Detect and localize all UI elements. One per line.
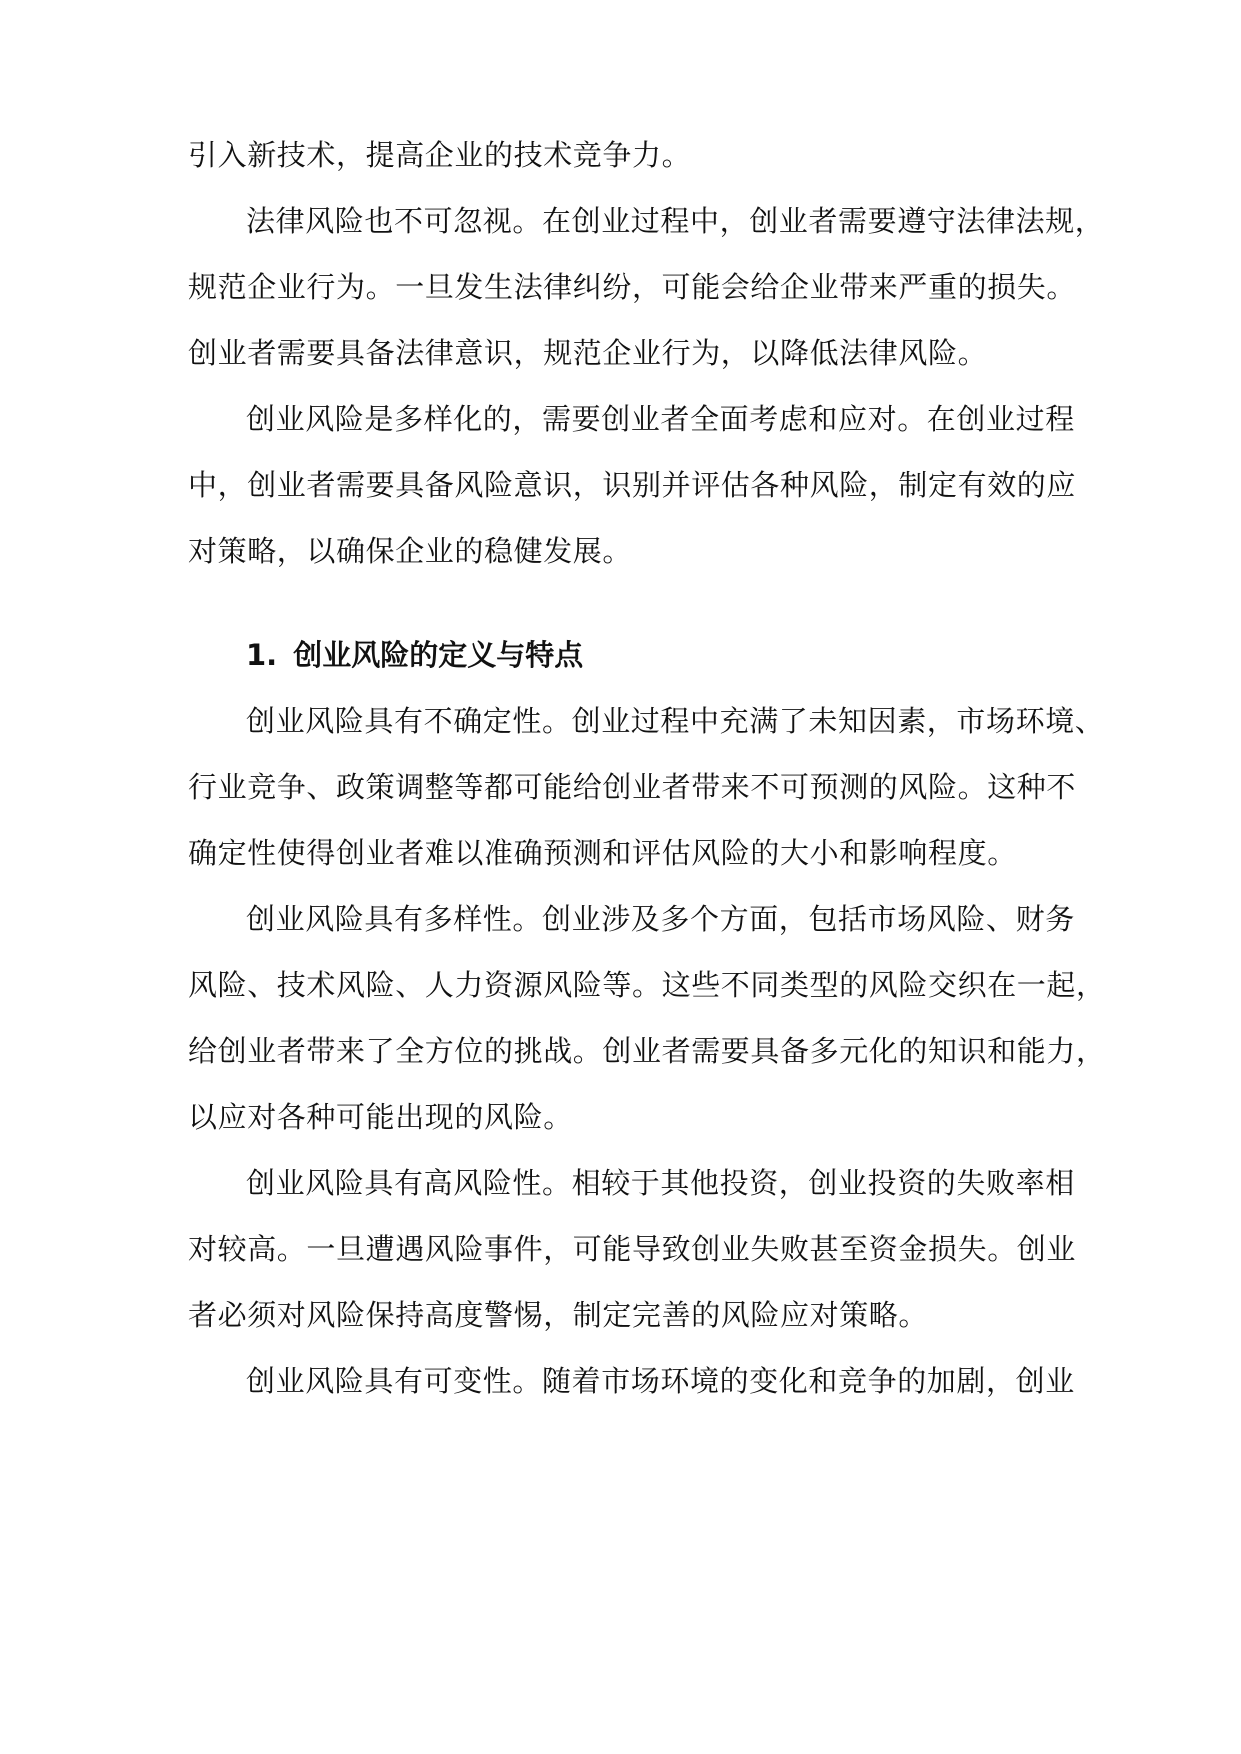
- paragraph-1-line-1: 引入新技术，提高企业的技术竞争力。: [188, 138, 692, 172]
- paragraph-5-line-1: 创业风险具有多样性。创业涉及多个方面，包括市场风险、财务: [246, 902, 1075, 936]
- paragraph-4-line-1: 创业风险具有不确定性。创业过程中充满了未知因素，市场环境、: [246, 704, 1105, 738]
- paragraph-3-line-1: 创业风险是多样化的，需要创业者全面考虑和应对。在创业过程: [246, 402, 1075, 436]
- paragraph-2-line-1: 法律风险也不可忽视。在创业过程中，创业者需要遵守法律法规，: [246, 204, 1105, 238]
- paragraph-3-line-2: 中，创业者需要具备风险意识，识别并评估各种风险，制定有效的应: [188, 468, 1077, 502]
- section-heading-number: 1.: [246, 638, 278, 672]
- paragraph-5-line-4: 以应对各种可能出现的风险。: [188, 1100, 573, 1134]
- section-heading-title: 创业风险的定义与特点: [293, 638, 584, 672]
- paragraph-5-line-2: 风险、技术风险、人力资源风险等。这些不同类型的风险交织在一起，: [188, 968, 1106, 1002]
- paragraph-5-line-3: 给创业者带来了全方位的挑战。创业者需要具备多元化的知识和能力，: [188, 1034, 1106, 1068]
- section-heading: [246, 637, 583, 673]
- paragraph-4-line-2: 行业竞争、政策调整等都可能给创业者带来不可预测的风险。这种不: [188, 770, 1077, 804]
- paragraph-6-line-2: 对较高。一旦遭遇风险事件，可能导致创业失败甚至资金损失。创业: [188, 1232, 1077, 1266]
- paragraph-2-line-3: 创业者需要具备法律意识，规范企业行为，以降低法律风险。: [188, 336, 988, 370]
- paragraph-6-line-1: 创业风险具有高风险性。相较于其他投资，创业投资的失败率相: [246, 1166, 1075, 1200]
- paragraph-4-line-3: 确定性使得创业者难以准确预测和评估风险的大小和影响程度。: [188, 836, 1017, 870]
- paragraph-6-line-3: 者必须对风险保持高度警惕，制定完善的风险应对策略。: [188, 1298, 929, 1332]
- paragraph-2-line-2: 规范企业行为。一旦发生法律纠纷，可能会给企业带来严重的损失。: [188, 270, 1077, 304]
- paragraph-7-line-1: 创业风险具有可变性。随着市场环境的变化和竞争的加剧，创业: [246, 1364, 1075, 1398]
- paragraph-3-line-3: 对策略，以确保企业的稳健发展。: [188, 534, 633, 568]
